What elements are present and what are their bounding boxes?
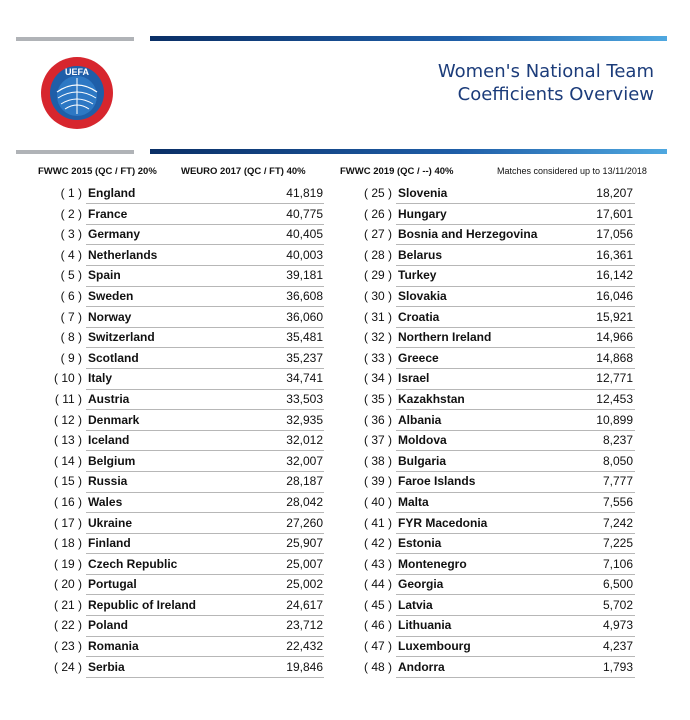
coefficient-value: 35,481	[286, 330, 323, 345]
team-name: Georgia	[398, 577, 444, 592]
coefficient-value: 16,046	[596, 288, 633, 303]
rank-label: ( 25 )	[363, 186, 392, 200]
rank-label: ( 27 )	[363, 227, 392, 242]
rank-label: ( 2 )	[60, 206, 82, 221]
rank-label: ( 30 )	[363, 288, 392, 303]
team-name: Wales	[88, 494, 123, 509]
coefficient-value: 14,868	[596, 350, 633, 365]
rank-label: ( 23 )	[53, 639, 82, 654]
coefficient-value: 14,966	[596, 330, 633, 345]
team-name: Finland	[88, 536, 131, 551]
coefficient-value: 10,899	[596, 412, 633, 427]
team-name: Sweden	[88, 288, 134, 303]
coefficient-value: 25,007	[286, 556, 323, 571]
coefficient-value: 7,242	[602, 515, 633, 530]
coefficient-value: 7,106	[602, 556, 633, 571]
team-name: Slovenia	[398, 186, 448, 200]
team-name: Belarus	[398, 247, 443, 262]
coefficient-value: 4,237	[602, 639, 633, 654]
rank-label: ( 16 )	[53, 494, 82, 509]
coefficient-value: 22,432	[286, 639, 323, 654]
rank-label: ( 13 )	[53, 433, 82, 448]
coefficient-value: 25,907	[286, 536, 323, 551]
coefficient-value: 19,846	[286, 659, 323, 674]
rank-label: ( 18 )	[53, 536, 82, 551]
rank-label: ( 12 )	[53, 412, 82, 427]
rank-label: ( 9 )	[60, 350, 82, 365]
coefficient-value: 4,973	[602, 618, 633, 633]
header-fwwc2015: FWWC 2015 (QC / FT) 20%	[38, 166, 157, 177]
coefficient-value: 32,935	[286, 412, 323, 427]
rank-label: ( 21 )	[53, 597, 82, 612]
team-name: Greece	[398, 350, 439, 365]
team-name: Spain	[88, 268, 121, 283]
team-name: Germany	[88, 227, 141, 242]
team-name: Italy	[88, 371, 113, 386]
title-line1: Women's National Team	[437, 61, 654, 82]
coefficient-value: 34,741	[286, 371, 323, 386]
team-name: Estonia	[398, 536, 442, 551]
rank-label: ( 33 )	[363, 350, 392, 365]
row-divider	[396, 677, 635, 678]
rank-label: ( 19 )	[53, 556, 82, 571]
coefficient-value: 5,702	[602, 597, 633, 612]
team-name: Serbia	[88, 659, 125, 674]
team-name: Austria	[88, 391, 130, 406]
team-name: Iceland	[88, 433, 130, 448]
rank-label: ( 14 )	[53, 453, 82, 468]
team-name: Albania	[398, 412, 442, 427]
matches-note: Matches considered up to 13/11/2018	[497, 166, 647, 176]
rank-label: ( 5 )	[60, 268, 82, 283]
uefa-logo-icon	[40, 56, 114, 130]
team-name: Kazakhstan	[398, 391, 465, 406]
logo-text: UEFA	[64, 67, 90, 77]
rank-label: ( 46 )	[363, 618, 392, 633]
coefficient-value: 25,002	[286, 577, 323, 592]
rank-label: ( 1 )	[60, 186, 82, 200]
header-weuro2017: WEURO 2017 (QC / FT) 40%	[181, 166, 306, 177]
rank-label: ( 22 )	[53, 618, 82, 633]
rank-label: ( 43 )	[363, 556, 392, 571]
coefficient-value: 12,453	[596, 391, 633, 406]
rank-label: ( 35 )	[363, 391, 392, 406]
rank-label: ( 34 )	[363, 371, 392, 386]
mid-bar-left	[16, 150, 134, 154]
rank-label: ( 4 )	[60, 247, 82, 262]
coefficient-value: 18,207	[596, 186, 633, 200]
coefficient-value: 16,361	[596, 247, 633, 262]
coefficient-value: 1,793	[602, 659, 633, 674]
team-name: Scotland	[88, 350, 139, 365]
team-name: Czech Republic	[88, 556, 178, 571]
team-name: England	[88, 186, 136, 200]
team-name: Ukraine	[88, 515, 133, 530]
coefficient-value: 7,777	[602, 474, 633, 489]
title-line2: Coefficients Overview	[457, 84, 654, 105]
team-name: Romania	[88, 639, 139, 654]
team-name: Belgium	[88, 453, 136, 468]
rank-label: ( 36 )	[363, 412, 392, 427]
team-name: Israel	[398, 371, 430, 386]
team-name: Malta	[398, 494, 429, 509]
team-name: Andorra	[398, 659, 445, 674]
coefficient-value: 12,771	[596, 371, 633, 386]
rank-label: ( 47 )	[363, 639, 392, 654]
coefficient-value: 32,012	[286, 433, 323, 448]
team-name: Russia	[88, 474, 128, 489]
coefficient-value: 8,050	[602, 453, 633, 468]
coefficient-value: 24,617	[286, 597, 323, 612]
rank-label: ( 44 )	[363, 577, 392, 592]
coefficient-value: 41,819	[286, 186, 323, 200]
rank-label: ( 8 )	[60, 330, 82, 345]
team-name: Poland	[88, 618, 129, 633]
coefficient-value: 7,556	[602, 494, 633, 509]
coefficient-value: 40,003	[286, 247, 323, 262]
top-bar-left	[16, 37, 134, 41]
coefficient-value: 15,921	[596, 309, 633, 324]
team-name: Bulgaria	[398, 453, 447, 468]
coefficient-value: 6,500	[602, 577, 633, 592]
rank-label: ( 26 )	[363, 206, 392, 221]
coefficient-value: 28,187	[286, 474, 323, 489]
coefficient-value: 40,405	[286, 227, 323, 242]
team-name: Luxembourg	[398, 639, 471, 654]
coefficient-value: 40,775	[286, 206, 323, 221]
coefficient-value: 28,042	[286, 494, 323, 509]
coefficient-value: 39,181	[286, 268, 323, 283]
rank-label: ( 38 )	[363, 453, 392, 468]
rank-label: ( 11 )	[54, 391, 82, 406]
rank-label: ( 10 )	[53, 371, 82, 386]
team-name: FYR Macedonia	[398, 515, 488, 530]
coefficient-value: 27,260	[286, 515, 323, 530]
rank-label: ( 40 )	[363, 494, 392, 509]
rank-label: ( 7 )	[60, 309, 82, 324]
rank-label: ( 6 )	[60, 288, 82, 303]
coefficient-value: 17,056	[596, 227, 633, 242]
coefficient-value: 17,601	[596, 206, 633, 221]
rank-label: ( 31 )	[363, 309, 392, 324]
row-divider	[86, 677, 324, 678]
team-name: Montenegro	[398, 556, 467, 571]
rank-label: ( 28 )	[363, 247, 392, 262]
team-name: Portugal	[88, 577, 137, 592]
team-name: Denmark	[88, 412, 140, 427]
coefficient-value: 33,503	[286, 391, 323, 406]
team-name: Moldova	[398, 433, 447, 448]
team-name: Hungary	[398, 206, 447, 221]
top-bar-right	[150, 36, 667, 41]
rank-label: ( 42 )	[363, 536, 392, 551]
team-name: Norway	[88, 309, 132, 324]
team-name: Latvia	[398, 597, 433, 612]
coefficient-value: 8,237	[602, 433, 633, 448]
team-name: Turkey	[398, 268, 437, 283]
rank-label: ( 24 )	[53, 659, 82, 674]
rank-label: ( 3 )	[60, 227, 82, 242]
page-title	[438, 60, 654, 106]
coefficient-value: 16,142	[596, 268, 633, 283]
team-name: Bosnia and Herzegovina	[398, 227, 538, 242]
coefficient-value: 23,712	[286, 618, 323, 633]
team-name: France	[88, 206, 128, 221]
rank-label: ( 29 )	[363, 268, 392, 283]
coefficient-value: 32,007	[286, 453, 323, 468]
team-name: Switzerland	[88, 330, 155, 345]
rank-label: ( 15 )	[53, 474, 82, 489]
team-name: Northern Ireland	[398, 330, 492, 345]
team-name: Slovakia	[398, 288, 447, 303]
coefficient-value: 36,060	[286, 309, 323, 324]
team-name: Republic of Ireland	[88, 597, 197, 612]
rank-label: ( 39 )	[363, 474, 392, 489]
coefficient-value: 7,225	[602, 536, 633, 551]
rank-label: ( 37 )	[363, 433, 392, 448]
team-name: Faroe Islands	[398, 474, 476, 489]
header-fwwc2019: FWWC 2019 (QC / --) 40%	[340, 166, 454, 177]
team-name: Lithuania	[398, 618, 452, 633]
rank-label: ( 32 )	[363, 330, 392, 345]
rank-label: ( 41 )	[363, 515, 392, 530]
coefficient-value: 35,237	[286, 350, 323, 365]
team-name: Netherlands	[88, 247, 158, 262]
team-name: Croatia	[398, 309, 440, 324]
rank-label: ( 20 )	[53, 577, 82, 592]
rank-label: ( 17 )	[53, 515, 82, 530]
rank-label: ( 48 )	[363, 659, 392, 674]
rank-label: ( 45 )	[363, 597, 392, 612]
coefficient-value: 36,608	[286, 288, 323, 303]
mid-bar-right	[150, 149, 667, 154]
